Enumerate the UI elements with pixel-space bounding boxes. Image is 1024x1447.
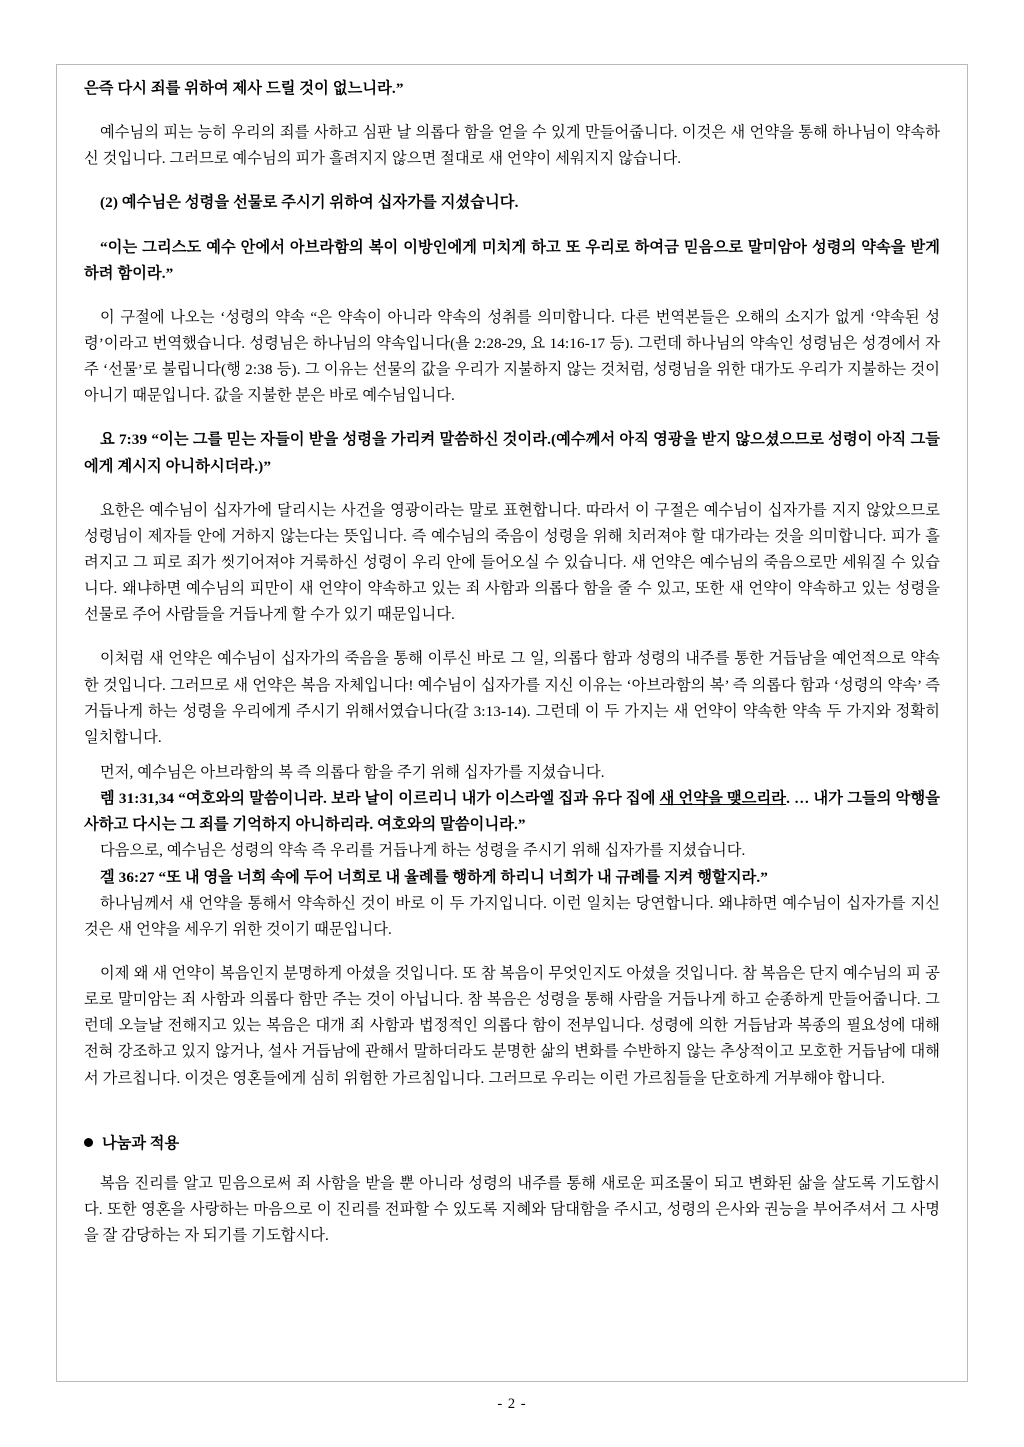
paragraph-true-gospel: 이제 왜 새 언약이 복음인지 분명하게 아셨을 것입니다. 또 참 복음이 무엇인지도 아셨을 것입니다. 참 복음은 단지 예수님의 피 공로로 말미암는 죄 사함과 의롭다 함만 주는 것이 아닙니다. 참 복음은 성령을 통해 사람을 거듭나게 하고 순종하게 만들어줍니다. 그런데 오늘날 전해지고 있는 복음은 대개 죄 사함과 법정적인 의롭다 함이 전부입니다. 성령에 의한 거듭남과 복종의 필요성에 대해 전혀 강조하고 있지 않거나, 설사 거듭남에 관해서 말하더라도 분명한 삶의 변화를 수반하지 않는 추상적이고 모호한 거듭남에 대해서 가르칩니다. 이것은 영혼들에게 심히 위험한 가르침입니다. 그러므로 우리는 이런 가르침들을 단호하게 거부해야 합니다. <box>84 964 940 1087</box>
page-number: - 2 - <box>497 1396 527 1412</box>
paragraph-first-abraham-blessing: 먼저, 예수님은 아브라함의 복 즉 의롭다 함을 주기 위해 십자가를 지셨습니다. <box>100 763 605 781</box>
document-body <box>70 76 956 1249</box>
bullet-dot-icon <box>84 1138 93 1147</box>
paragraph-prayer-application: 복음 진리를 알고 믿음으로써 죄 사함을 받을 뿐 아니라 성령의 내주를 통해 새로운 피조물이 되고 변화된 삶을 살도록 기도합시다. 또한 영혼을 사랑하는 마음으로 이 진리를 전파할 수 있도록 지혜와 담대함을 주시고, 성령의 은사와 권능을 부어주셔서 그 사명을 잘 감당하는 자 되기를 기도합시다. <box>84 1174 940 1244</box>
paragraph-john-glory-explanation: 요한은 예수님이 십자가에 달리시는 사건을 영광이라는 말로 표현합니다. 따라서 이 구절은 예수님이 십자가를 지지 않았으므로 성령님이 제자들 안에 거하지 않는다는 뜻입니다. 즉 예수님의 죽음이 성령을 위해 치러져야 할 대가라는 것을 의미합니다. 피가 흘려지고 그 피로 죄가 씻기어져야 거룩하신 성령이 우리 안에 들어오실 수 있습니다. 새 언약은 예수님의 죽음으로만 세워질 수 있습니다. 왜냐하면 예수님의 피만이 새 언약이 약속하고 있는 죄 사함과 의롭다 함을 줄 수 있고, 또한 새 언약이 약속하고 있는 성령을 선물로 주어 사람들을 거듭나게 할 수가 있기 때문입니다. <box>84 501 940 624</box>
jeremiah-text-post: . … 내가 그들의 악행을 사하고 다시는 그 죄를 기억하지 아니하리라. 여호와의 말씀이니라.” <box>84 790 940 834</box>
paragraph-scripture-john-739: 요 7:39 “이는 그를 믿는 자들이 받을 성령을 가리켜 말씀하신 것이라.(예수께서 아직 영광을 받지 않으셨으므로 성령이 아직 그들에게 계시지 아니하시더라.)” <box>84 431 940 475</box>
paragraph-new-covenant-gospel: 이처럼 새 언약은 예수님이 십자가의 죽음을 통해 이루신 바로 그 일, 의롭다 함과 성령의 내주를 통한 거듭남을 예언적으로 약속한 것입니다. 그러므로 새 언약은 복음 자체입니다! 예수님이 십자가를 지신 이유는 ‘아브라함의 복’ 즉 의롭다 함과 ‘성령의 약속’ 즉 거듭나게 하는 성령을 우리에게 주시기 위해서였습니다(갈 3:13-14). 그런데 이 두 가지는 새 언약이 약속한 약속 두 가지와 정확히 일치합니다. <box>84 650 940 746</box>
paragraph-scripture-ezekiel: 겔 36:27 “또 내 영을 너희 속에 두어 너희로 내 율례를 행하게 하리니 너희가 내 규례를 지켜 행할지라.” <box>100 868 768 886</box>
paragraph-second-spirit-promise: 다음으로, 예수님은 성령의 약속 즉 우리를 거듭나게 하는 성령을 주시기 위해 십자가를 지셨습니다. <box>100 842 746 860</box>
paragraph-promise-of-spirit: 이 구절에 나오는 ‘성령의 약속 “은 약속이 아니라 약속의 성취를 의미합니다. 다른 번역본들은 오해의 소지가 없게 ‘약속된 성령’이라고 번역했습니다. 성령님은 하나님의 약속입니다(욜 2:28-29, 요 14:16-17 등). 그런데 하나님의 약속인 성령님은 성경에서 자주 ‘선물’로 불립니다(행 2:38 등). 그 이유는 선물의 값을 우리가 지불하지 않는 것처럼, 성령님을 위한 대가도 우리가 지불하는 것이 아니기 때문입니다. 값을 지불한 분은 바로 예수님입니다. <box>84 308 940 405</box>
paragraph-scripture-jeremiah <box>84 786 940 838</box>
paragraph-point-two-heading: (2) 예수님은 성령을 선물로 주시기 위하여 십자가를 지셨습니다. <box>100 194 519 212</box>
paragraph-blood-of-jesus: 예수님의 피는 능히 우리의 죄를 사하고 심판 날 의롭다 함을 얻을 수 있게 만들어줍니다. 이것은 새 언약을 통해 하나님이 약속하신 것입니다. 그러므로 예수님의 피가 흘려지지 않으면 절대로 새 언약이 세워지지 않습니다. <box>84 124 940 168</box>
paragraph-two-promises-conclusion: 하나님께서 새 언약을 통해서 약속하신 것이 바로 이 두 가지입니다. 이런 일치는 당연합니다. 왜냐하면 예수님이 십자가를 지신 것은 새 언약을 세우기 위한 것이기 때문입니다. <box>84 894 940 938</box>
section-heading-label: 나눔과 적용 <box>102 1134 180 1152</box>
jeremiah-text-underlined: 새 언약을 맺으리라 <box>659 790 787 808</box>
paragraph-scripture-galatians: “이는 그리스도 예수 안에서 아브라함의 복이 이방인에게 미치게 하고 또 우리로 하여금 믿음으로 말미암아 성령의 약속을 받게 하려 함이라.” <box>84 238 940 282</box>
section-heading-sharing-application <box>84 1132 940 1153</box>
jeremiah-text-pre: 렘 31:31,34 “여호와의 말씀이니라. 보라 날이 이르리니 내가 이스라엘 집과 유다 집에 <box>100 790 660 808</box>
paragraph-heading-continuation: 은즉 다시 죄를 위하여 제사 드릴 것이 없느니라.” <box>84 80 404 97</box>
